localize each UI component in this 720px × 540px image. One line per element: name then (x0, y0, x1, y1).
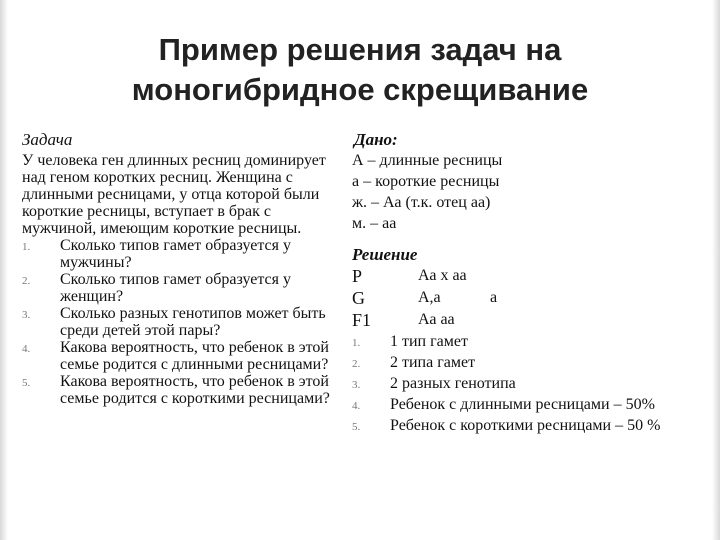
offspring-value: Аа аа (418, 311, 455, 328)
answer-text: 2 разных генотипа (390, 375, 516, 392)
question-number: 5. (22, 377, 31, 389)
question-item (22, 373, 342, 407)
question-item (22, 305, 342, 339)
answer-text: Ребенок с короткими ресницами – 50 % (390, 417, 661, 434)
task-text: У человека ген длинных ресниц доминирует над геном коротких ресниц. Женщина с длинными ресницами, у отца которой были короткие ресницы, вступает в брак с мужчиной, имеющим короткие ресницы. (22, 152, 326, 237)
answer-item (352, 394, 702, 415)
gametes-female: А,а (418, 289, 441, 306)
given-list (352, 150, 702, 234)
answer-text: 1 тип гамет (390, 333, 468, 350)
given-line: м. – аа (352, 215, 397, 232)
given-line: ж. – Аа (т.к. отец аа) (352, 194, 491, 211)
answer-number: 1. (352, 337, 361, 349)
answer-text: 2 типа гамет (390, 354, 476, 371)
answer-list (352, 331, 702, 436)
gametes-row (352, 287, 702, 309)
answer-text: Ребенок с длинными ресницами – 50% (390, 396, 655, 413)
question-list (22, 237, 342, 407)
answer-item (352, 352, 702, 373)
question-item (22, 271, 342, 305)
gametes-male: а (490, 289, 498, 306)
task-label: Задача (22, 130, 73, 149)
parents-label: P (352, 266, 363, 286)
question-number: 3. (22, 309, 31, 321)
answer-item (352, 415, 702, 436)
answer-number: 2. (352, 358, 361, 370)
question-text: Какова вероятность, что ребенок в этой семье родится с короткими ресницами? (60, 373, 330, 407)
question-text: Сколько типов гамет образуется у мужчины? (60, 237, 291, 271)
answer-item (352, 331, 702, 352)
gametes-label: G (352, 288, 365, 308)
answer-number: 4. (352, 400, 361, 412)
offspring-label: F1 (352, 310, 372, 330)
parents-row (352, 265, 702, 287)
task-column (22, 130, 342, 407)
question-number: 2. (22, 275, 31, 287)
slide-title (0, 30, 720, 110)
given-label: Дано: (354, 130, 398, 149)
answer-item (352, 373, 702, 394)
question-text: Сколько разных генотипов может быть среди детей этой пары? (60, 305, 326, 339)
question-text: Какова вероятность, что ребенок в этой семье родится с длинными ресницами? (60, 339, 329, 373)
solution-label: Решение (352, 245, 418, 264)
solution-column (352, 130, 702, 436)
answer-number: 3. (352, 379, 361, 391)
question-item (22, 237, 342, 271)
given-line: А – длинные ресницы (352, 152, 503, 169)
offspring-row (352, 309, 702, 331)
question-number: 4. (22, 343, 31, 355)
question-number: 1. (22, 241, 31, 253)
given-line: а – короткие ресницы (352, 173, 500, 190)
title-line-2: моногибридное скрещивание (131, 72, 589, 107)
question-text: Сколько типов гамет образуется у женщин? (60, 271, 291, 305)
question-item (22, 339, 342, 373)
answer-number: 5. (352, 421, 361, 433)
title-line-1: Пример решения задач на (158, 32, 562, 67)
parents-value: Аа х аа (418, 267, 467, 284)
